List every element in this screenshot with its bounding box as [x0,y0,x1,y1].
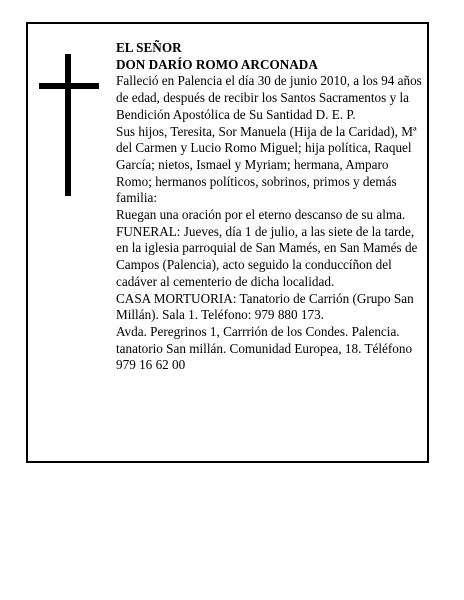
obituary-death-paragraph: Falleció en Palencia el día 30 de junio 2010, a los 94 años de edad, después de recibir los Santos Sacramentos y la Bendición Apostólica de Su Santidad D. E. P. [116,73,422,122]
obituary-notice [26,22,429,463]
obituary-title-line1: EL SEÑOR [116,40,182,55]
obituary-prayer-paragraph: Ruegan una oración por el eterno descanso de su alma. [116,207,406,223]
latin-cross-icon [39,54,99,196]
cross-horizontal-bar [39,83,99,89]
obituary-funeral-paragraph: FUNERAL: Jueves, día 1 de julio, a las siete de la tarde, en la iglesia parroquial de San Mamés, en San Mamés de Campos (Palencia), acto seguido la conduccíñon del cadáver al cementerio de dicha localidad. [116,223,418,289]
obituary-contact-paragraph: tanatorio San millán. Comunidad Europea, 18. Téléfono 979 16 62 00 [116,340,413,373]
obituary-text [116,40,426,374]
obituary-funeral-home-paragraph: CASA MORTUORIA: Tanatorio de Carrión (Grupo San Millán). Sala 1. Teléfono: 979 880 173. [116,290,414,323]
obituary-deceased-name: DON DARÍO ROMO ARCONADA [116,56,318,72]
obituary-family-paragraph: Sus hijos, Teresita, Sor Manuela (Hija de la Caridad), Mª del Carmen y Lucio Romo Miguel; hija política, Raquel García; nietos, Ismael y Myriam; hermana, Amparo Romo; hermanos políticos, sobrinos, primos y demás familia: [116,123,417,206]
cross-vertical-bar [65,54,71,196]
obituary-address-paragraph: Avda. Peregrinos 1, Carrrión de los Condes. Palencia. [116,323,400,339]
